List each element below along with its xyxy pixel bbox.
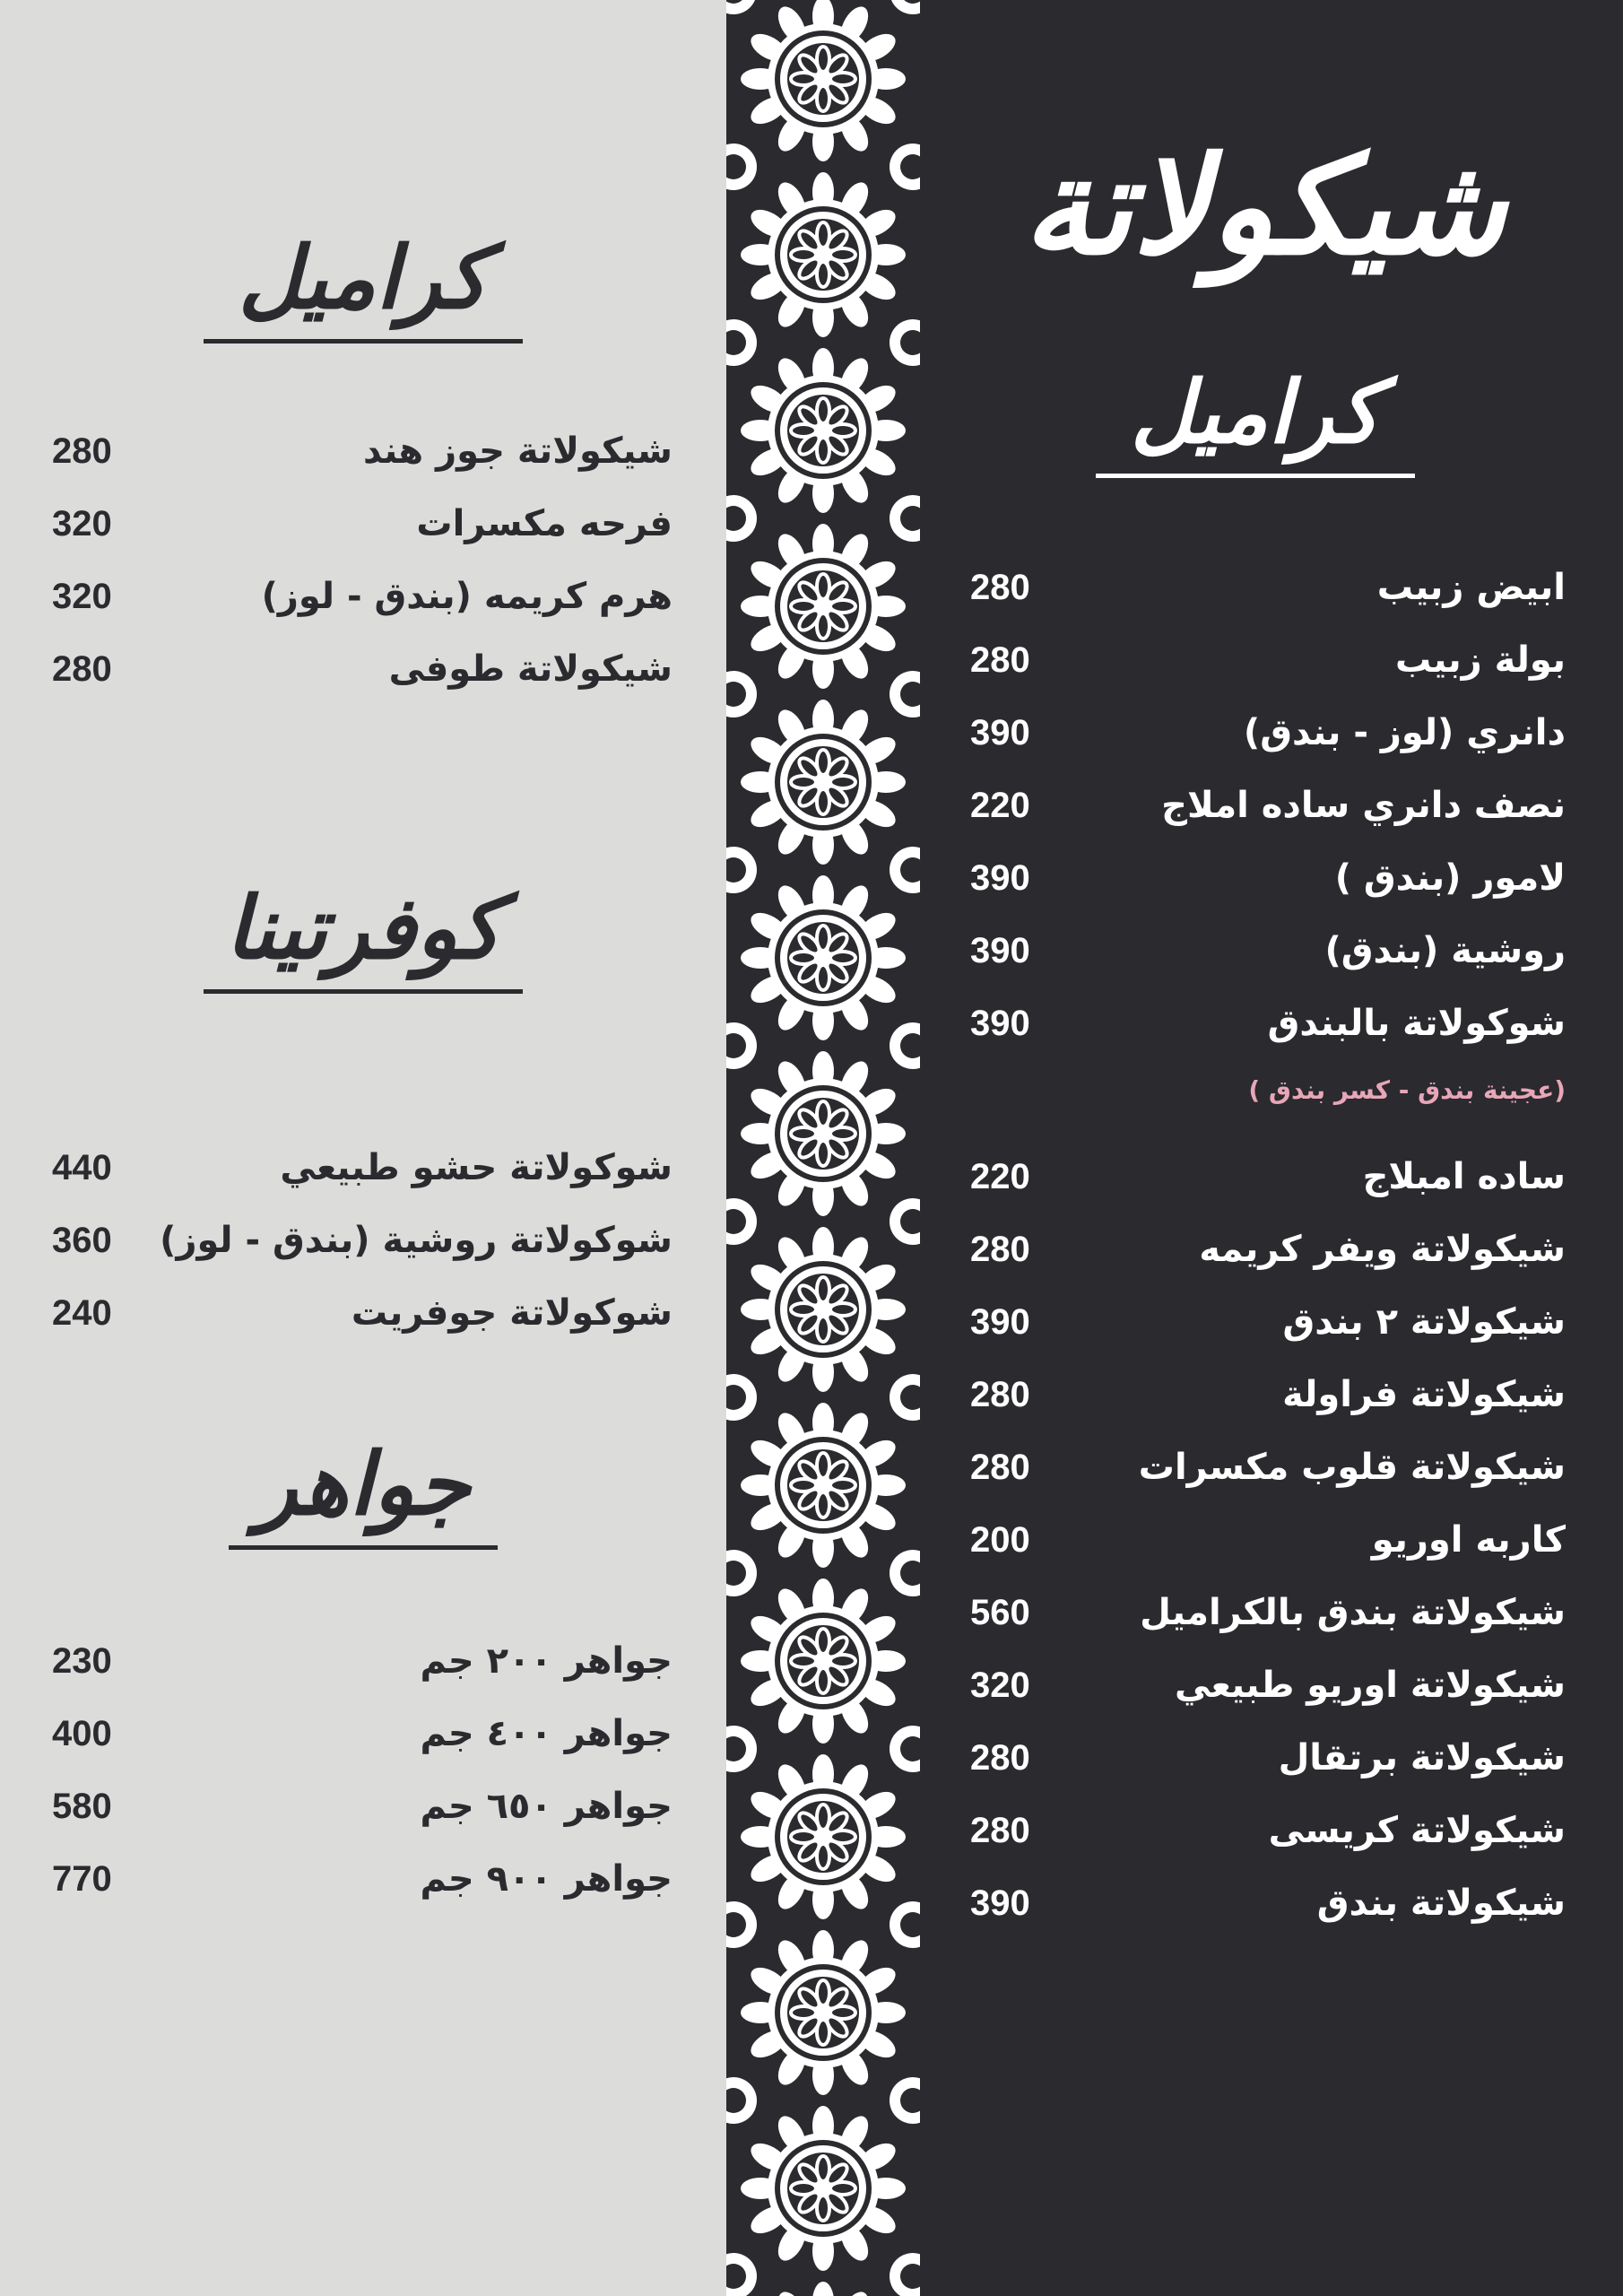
list-item xyxy=(52,497,673,551)
item-price: 280 xyxy=(970,1448,1030,1487)
ornamental-border xyxy=(726,0,920,2296)
ornament-medallion xyxy=(726,694,920,870)
item-name: شوكولاتة بالبندق xyxy=(1267,1003,1566,1044)
item-name: لامور (بندق ) xyxy=(1334,857,1566,899)
ornament-medallion xyxy=(726,2100,920,2276)
ornament-medallion xyxy=(726,870,920,1046)
list-item xyxy=(52,1213,673,1267)
item-name: شيكولاتة برتقال xyxy=(1278,1737,1566,1779)
item-name: شيكولاتة بندق xyxy=(1316,1883,1566,1924)
list-item xyxy=(52,1779,673,1833)
list-item xyxy=(970,1804,1566,1857)
item-price: 280 xyxy=(970,1230,1030,1269)
item-price: 280 xyxy=(970,1375,1030,1414)
item-name: جواهر ٩٠٠ جم xyxy=(420,1858,673,1900)
item-price: 280 xyxy=(970,1738,1030,1778)
left-section-heading-text: كوفرتينا xyxy=(224,877,502,978)
list-item xyxy=(970,851,1566,905)
item-price: 360 xyxy=(52,1221,112,1260)
list-item xyxy=(970,1150,1566,1204)
item-name: شوكولاتة حشو طبيعي xyxy=(280,1147,673,1188)
list-item xyxy=(52,1852,673,1906)
item-price: 320 xyxy=(52,577,112,616)
left-section-heading-text: جواهر xyxy=(256,1433,471,1535)
item-name: شيكولاتة بندق بالكراميل xyxy=(1140,1592,1566,1633)
ornament-medallion xyxy=(726,343,920,518)
item-name: روشية (بندق) xyxy=(1324,930,1566,971)
item-name: فرحه مكسرات xyxy=(416,503,673,544)
item-name: شيكولاتة اوريو طبيعي xyxy=(1175,1665,1566,1706)
list-item xyxy=(52,642,673,696)
item-name: نصف دانري ساده املاج xyxy=(1161,785,1566,826)
item-price: 280 xyxy=(52,431,112,471)
list-item xyxy=(52,570,673,623)
list-item xyxy=(52,1286,673,1340)
right-section-heading xyxy=(1094,359,1417,478)
list-item xyxy=(970,1513,1566,1567)
ornament-medallion xyxy=(726,1046,920,1222)
item-name: شيكولاتة كريسى xyxy=(1268,1810,1566,1851)
list-item xyxy=(970,996,1566,1050)
item-name: شيكولاتة قلوب مكسرات xyxy=(1138,1447,1566,1488)
list-item xyxy=(970,1222,1566,1276)
item-price: 770 xyxy=(52,1859,112,1899)
list-item xyxy=(52,1707,673,1761)
left-section-heading-text: كراميل xyxy=(238,227,489,328)
menu-title: شيكولاتة xyxy=(1022,127,1506,285)
item-price: 200 xyxy=(970,1520,1030,1560)
ornament-medallion xyxy=(726,2276,920,2296)
ornament-medallion xyxy=(726,1397,920,1573)
list-item xyxy=(970,1440,1566,1494)
ornament-medallion xyxy=(726,1749,920,1925)
left-section-heading-couverture xyxy=(199,874,527,994)
right-panel xyxy=(920,0,1623,2296)
left-section-heading-caramel xyxy=(199,224,527,344)
ornament-medallion xyxy=(726,1925,920,2100)
item-price: 230 xyxy=(52,1641,112,1681)
right-section-heading-rule xyxy=(1096,474,1415,478)
left-section-heading-jewels xyxy=(224,1431,502,1550)
item-name: جواهر ٢٠٠ جم xyxy=(420,1640,673,1682)
item-name: بولة زبيب xyxy=(1394,639,1566,681)
item-name: ابيض زبيب xyxy=(1376,567,1566,608)
left-section-heading-rule xyxy=(229,1545,498,1550)
ornament-medallion xyxy=(726,1222,920,1397)
list-item xyxy=(970,1876,1566,1930)
ornament-medallion xyxy=(726,167,920,343)
list-item xyxy=(970,1658,1566,1712)
list-item xyxy=(970,1586,1566,1639)
item-note: (عجينة بندق - كسر بندق ) xyxy=(1248,1075,1566,1105)
item-name: دانري (لوز - بندق) xyxy=(1243,712,1566,753)
item-price: 280 xyxy=(970,640,1030,680)
item-price: 220 xyxy=(970,1157,1030,1196)
item-price: 400 xyxy=(52,1714,112,1753)
item-name: هرم كريمه (بندق - لوز) xyxy=(261,576,673,617)
item-name: كاربه اوريو xyxy=(1371,1519,1566,1561)
list-item xyxy=(52,1634,673,1688)
item-name: جواهر ٦٥٠ جم xyxy=(420,1786,673,1827)
list-item xyxy=(970,1295,1566,1349)
item-price: 280 xyxy=(970,1811,1030,1850)
list-item xyxy=(970,706,1566,760)
list-item xyxy=(970,778,1566,832)
item-price: 220 xyxy=(970,786,1030,825)
item-name: شيكولاتة جوز هند xyxy=(362,430,673,472)
list-item xyxy=(52,1141,673,1195)
item-name: شيكولاتة فراولة xyxy=(1282,1374,1566,1415)
item-price: 580 xyxy=(52,1787,112,1826)
item-name: شوكولاتة جوفريت xyxy=(351,1292,673,1334)
ornament-medallion xyxy=(726,0,920,167)
item-price: 390 xyxy=(970,931,1030,970)
list-item xyxy=(970,924,1566,978)
item-name: جواهر ٤٠٠ جم xyxy=(420,1713,673,1754)
item-name: شوكولاتة روشية (بندق - لوز) xyxy=(160,1220,673,1261)
list-item xyxy=(970,1368,1566,1422)
item-price: 280 xyxy=(52,649,112,689)
item-name: شيكولاتة ويفر كريمه xyxy=(1199,1229,1566,1270)
item-price: 390 xyxy=(970,1302,1030,1342)
ornament-medallion xyxy=(726,518,920,694)
ornament-medallion xyxy=(726,1573,920,1749)
list-item xyxy=(970,633,1566,687)
item-price: 390 xyxy=(970,1883,1030,1923)
left-section-heading-rule xyxy=(204,339,523,344)
item-price: 280 xyxy=(970,568,1030,607)
item-name: شيكولاتة طوفى xyxy=(388,648,673,690)
item-price: 560 xyxy=(970,1593,1030,1632)
item-price: 390 xyxy=(970,713,1030,752)
list-item xyxy=(970,561,1566,614)
list-item xyxy=(970,1731,1566,1785)
item-price: 320 xyxy=(970,1665,1030,1705)
item-name: شيكولاتة ٢ بندق xyxy=(1282,1301,1566,1343)
list-item xyxy=(52,424,673,478)
right-section-heading-text: كراميل xyxy=(1130,361,1381,463)
item-price: 390 xyxy=(970,1004,1030,1043)
item-price: 240 xyxy=(52,1293,112,1333)
item-price: 320 xyxy=(52,504,112,544)
item-name: ساده امبلاج xyxy=(1362,1156,1566,1197)
left-section-heading-rule xyxy=(204,989,523,994)
item-price: 390 xyxy=(970,858,1030,898)
item-price: 440 xyxy=(52,1148,112,1187)
